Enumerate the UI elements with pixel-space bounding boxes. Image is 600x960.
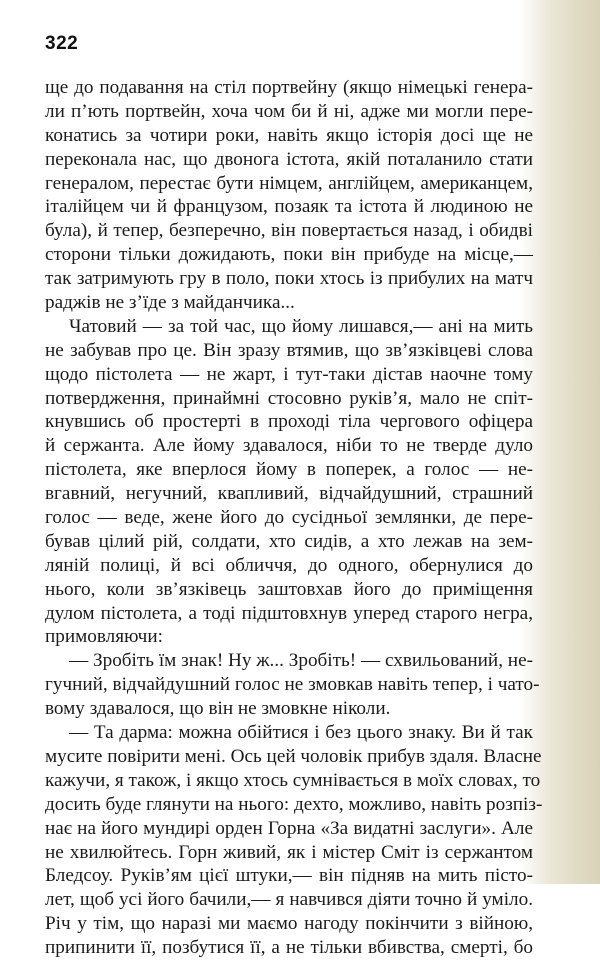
text-line: лет, щоб усі його бачили,— я навчився діяти точно й уміло.	[45, 889, 533, 911]
text-line: голос — веде, жене його до сусідньої землянки, де пере-	[45, 507, 533, 529]
text-line: гучний, відчайдушний голос не змовкав навіть тепер, і чато-	[45, 674, 540, 696]
text-line: Річ у тім, що наразі ми маємо нагоду покінчити з війною,	[45, 913, 533, 935]
text-line: переконала нас, що двонога істота, якій поталанило стати	[45, 148, 533, 170]
text-line: не хвилюйтесь. Горн живий, як і містер Сміт із сержантом	[45, 841, 533, 863]
text-line: — Зробіть їм знак! Ну ж... Зробіть! — схвильований, не-	[69, 650, 533, 672]
text-line: дулом пістолета, а тоді підштовхнув уперед старого негра,	[45, 602, 533, 624]
text-line: не забував про це. Він зразу втямив, що зв’язківцеві слова	[45, 339, 533, 361]
text-line: раджів не з’їде з майданчика...	[45, 292, 295, 314]
page-number: 322	[45, 33, 79, 54]
text-line: потвердження, принаймні стосовно руків’я, мало не спіт-	[45, 387, 533, 409]
text-line: нає на його мундирі орден Горна «За видатні заслуги». Але	[45, 817, 533, 839]
text-line: пістолета, яке вперлося йому в поперек, а голос — не-	[45, 459, 533, 481]
text-line: досить буде глянути на нього: дехто, можливо, навіть розпіз-	[45, 793, 543, 815]
text-line: ляній полиці, й всі обличчя, до одного, обернулися до	[45, 554, 533, 576]
text-line: Чатовий — за той час, що йому лишався,— ані на мить	[69, 315, 533, 337]
text-line: мусите повірити мені. Ось цей чоловік прибув здаля. Власне	[45, 745, 542, 767]
text-line: ще до подавання на стіл портвейну (якщо німецькі генера-	[45, 77, 533, 98]
text-line: конатись за чотири роки, навіть якщо історія досі ще не	[45, 124, 533, 146]
text-line: вому здавалося, що він не змовкне ніколи.	[45, 698, 391, 720]
text-line: генералом, перестає бути німцем, англійцем, американцем,	[45, 172, 533, 194]
text-line: бував цілий рій, солдати, хто сидів, а хто лежав на зем-	[45, 530, 533, 552]
body-text	[45, 76, 543, 960]
text-line: щодо пістолета — не жарт, і тут-таки дістав наочне тому	[45, 363, 533, 385]
text-line: й сержанта. Але йому здавалося, ніби то не тверде дуло	[45, 435, 533, 457]
text-line: нього, коли зв’язківець заштовхав його до приміщення	[45, 578, 533, 600]
text-line: була), й тепер, безперечно, він повертається назад, і обидві	[45, 220, 533, 242]
text-line: кнувшись об простерті в проході тіла чергового офіцера	[45, 411, 533, 433]
text-line: примовляючи:	[45, 626, 163, 648]
text-line: кажучи, я також, і якщо хтось сумнівається в моїх словах, то	[45, 769, 541, 791]
text-line: ли п’ють портвейн, хоча чом би й ні, адже ми могли пере-	[45, 100, 533, 122]
text-line: Бледсоу. Руків’ям цієї штуки,— він підняв на мить пісто-	[45, 865, 533, 887]
text-line: вгавний, негучний, квапливий, відчайдушний, страшний	[45, 483, 533, 505]
text-line: припинити її, позбутися її, а не тільки вбивства, смерті, бо	[45, 937, 533, 959]
text-line: сторони тільки дожидають, поки він прибуде на місце,—	[45, 244, 533, 266]
text-line: — Та дарма: можна обійтися і без цього знаку. Ви й так	[69, 722, 533, 744]
text-line: так затримують гру в поло, поки хтось із прибулих на матч	[45, 268, 533, 290]
text-line: італійцем чи й французом, позаяк та істота й людиною не	[45, 196, 533, 218]
